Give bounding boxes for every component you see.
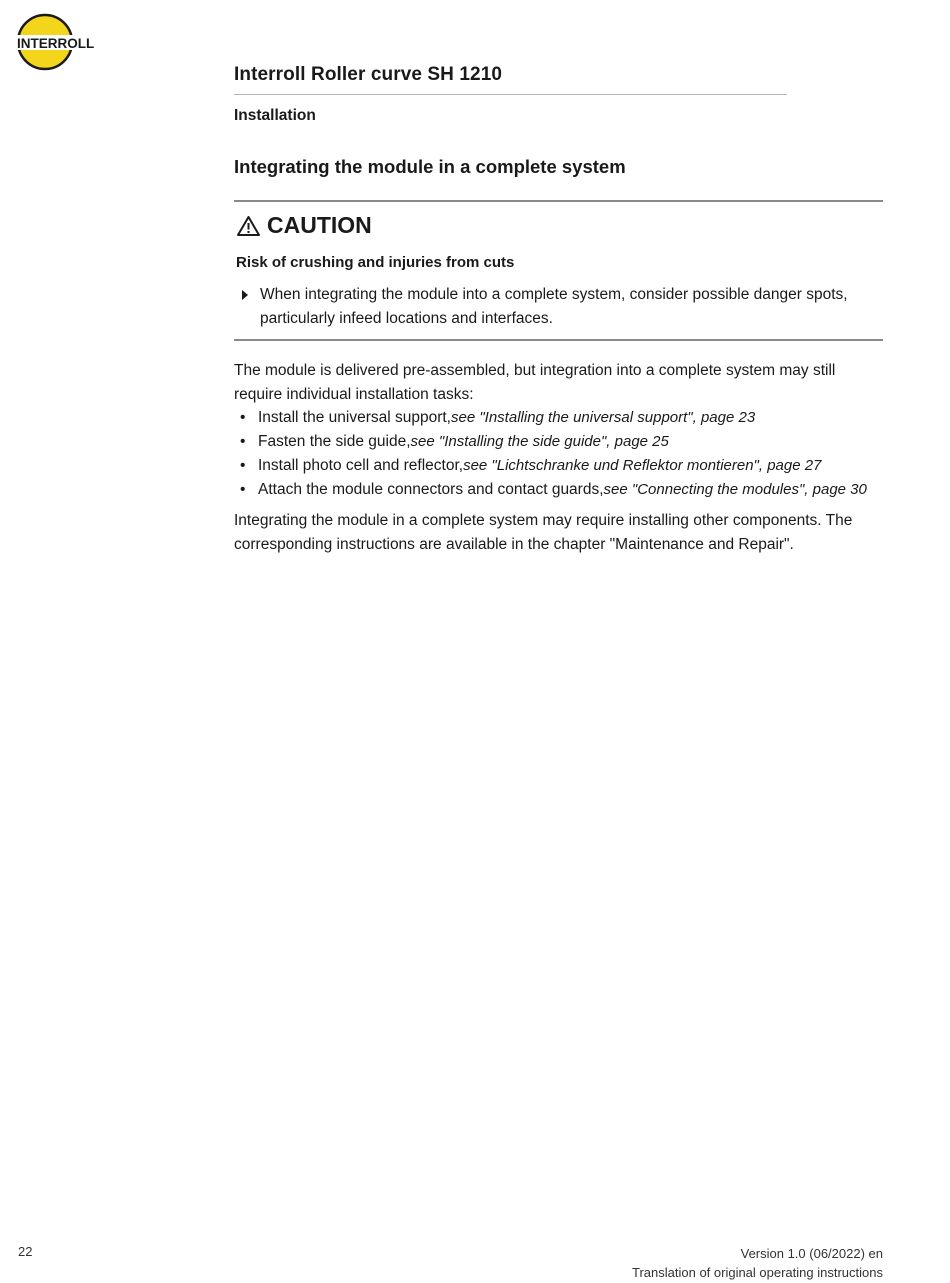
- caution-instruction-text: When integrating the module into a complete system, consider possible danger spots, particularly infeed locations and interfaces.: [260, 286, 848, 327]
- warning-triangle-icon: [236, 215, 261, 237]
- bullet-icon: •: [240, 433, 246, 450]
- caution-bottom-divider: [234, 339, 883, 341]
- translation-note: Translation of original operating instructions: [632, 1265, 883, 1280]
- task-text: Install photo cell and reflector,: [258, 457, 464, 474]
- interroll-logo: [16, 13, 106, 73]
- bullet-icon: •: [240, 481, 246, 498]
- section-heading: Integrating the module in a complete system: [234, 156, 626, 177]
- task-text: Install the universal support,: [258, 409, 451, 426]
- logo-text: INTERROLL: [17, 36, 95, 51]
- bullet-icon: •: [240, 409, 246, 426]
- cross-reference: see "Installing the side guide", page 25: [410, 433, 669, 450]
- cross-reference: see "Lichtschranke und Reflektor montieren", page 27: [463, 457, 822, 474]
- document-title: Interroll Roller curve SH 1210: [234, 64, 503, 85]
- list-item: [240, 430, 885, 454]
- cross-reference: see "Installing the universal support", page 23: [451, 409, 756, 426]
- footer-info: [632, 1244, 883, 1282]
- caution-instruction: [242, 283, 872, 331]
- cross-reference: see "Connecting the modules", page 30: [603, 481, 867, 498]
- bullet-icon: •: [240, 457, 246, 474]
- task-list: [240, 406, 885, 502]
- caution-label: CAUTION: [267, 212, 372, 238]
- caution-subtitle: Risk of crushing and injuries from cuts: [236, 254, 515, 271]
- list-item: [240, 454, 885, 478]
- intro-paragraph: The module is delivered pre-assembled, but integration into a complete system may still require individual installation tasks:: [234, 362, 836, 403]
- closing-paragraph: Integrating the module in a complete system may require installing other components. The corresponding instructions are available in the chapter "Maintenance and Repair".: [234, 512, 853, 553]
- list-item: [240, 406, 885, 430]
- caution-title: [236, 212, 372, 239]
- page-number: 22: [18, 1244, 33, 1259]
- section-label: Installation: [234, 107, 316, 124]
- version-text: Version 1.0 (06/2022) en: [740, 1246, 883, 1261]
- header-divider: [234, 94, 787, 95]
- task-text: Fasten the side guide,: [258, 433, 411, 450]
- list-item: [240, 478, 885, 502]
- triangle-right-icon: [242, 290, 248, 300]
- task-text: Attach the module connectors and contact guards,: [258, 481, 604, 498]
- caution-top-divider: [234, 200, 883, 202]
